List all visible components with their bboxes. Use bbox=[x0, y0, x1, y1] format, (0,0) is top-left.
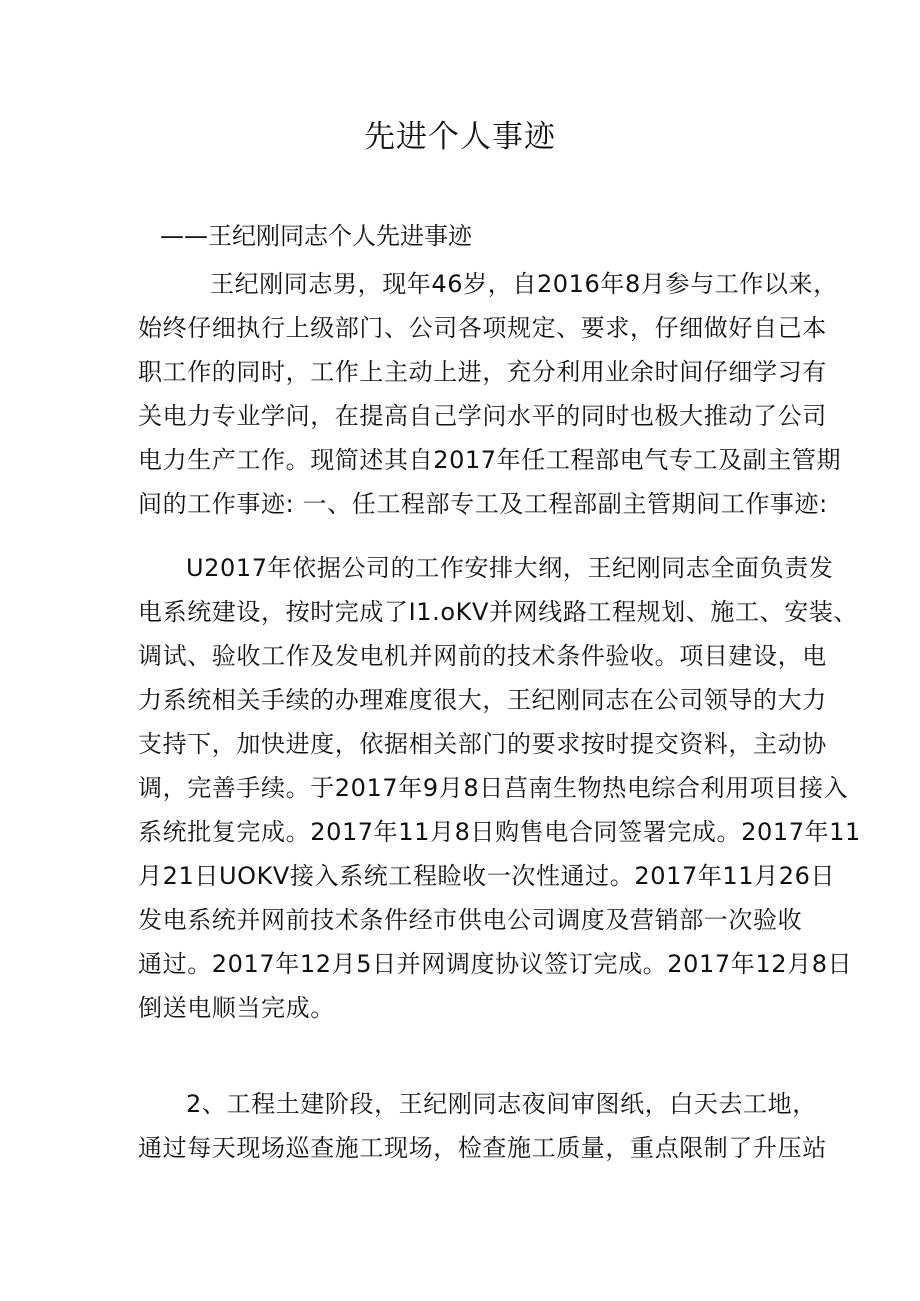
paragraph-line: 关电力专业学问，在提高自己学问水平的同时也极大推动了公司 bbox=[138, 402, 827, 430]
paragraph-line: 调试、验收工作及发电机并网前的技术条件验收。项目建设，电 bbox=[138, 642, 827, 670]
paragraph-line: 倒送电顺当完成。 bbox=[138, 994, 335, 1022]
paragraph-line: 通过每天现场巡查施工现场，检查施工质量，重点限制了升压站 bbox=[138, 1134, 827, 1162]
paragraph-3 bbox=[138, 1082, 827, 1170]
paragraph-line: U2017年依据公司的工作安排大纲，王纪刚同志全面负责发 bbox=[186, 554, 834, 582]
paragraph-line: 通过。2017年12月5日并网调度协议签订完成。2017年12月8日 bbox=[138, 950, 853, 978]
paragraph-line: 力系统相关手续的办理难度很大，王纪刚同志在公司领导的大力 bbox=[138, 686, 827, 714]
paragraph-line: 发电系统并网前技术条件经市供电公司调度及营销部一次验收 bbox=[138, 906, 803, 934]
paragraph-line: 王纪刚同志男，现年46岁，自2016年8月参与工作以来， bbox=[210, 270, 838, 298]
paragraph-1 bbox=[138, 262, 842, 526]
paragraph-line: 职工作的同时，工作上主动上进，充分利用业余时间仔细学习有 bbox=[138, 358, 827, 386]
paragraph-line: 月21日UOKV接入系统工程睑收一次性通过。2017年11月26日 bbox=[138, 862, 836, 890]
paragraph-line: 间的工作事迹: 一、任工程部专工及工程部副主管期间工作事迹: bbox=[138, 490, 828, 518]
paragraph-line: 支持下，加快进度，依据相关部门的要求按时提交资料，主动协 bbox=[138, 730, 827, 758]
document-title: 先进个人事迹 bbox=[364, 119, 556, 155]
paragraph-line: 电系统建设，按时完成了I1.oKV并网线路工程规划、施工、安装、 bbox=[138, 598, 859, 626]
paragraph-2 bbox=[138, 546, 861, 1030]
paragraph-line: 调，完善手续。于2017年9月8日莒南生物热电综合利用项目接入 bbox=[138, 774, 849, 802]
paragraph-line: 电力生产工作。现简述其自2017年任工程部电气专工及副主管期 bbox=[138, 446, 842, 474]
paragraph-line: 2、工程土建阶段，王纪刚同志夜间审图纸，白天去工地， bbox=[186, 1090, 817, 1118]
document-subtitle: ——王纪刚同志个人先进事迹 bbox=[160, 222, 472, 250]
paragraph-line: 系统批复完成。2017年11月8日购售电合同签署完成。2017年11 bbox=[138, 818, 861, 846]
paragraph-line: 始终仔细执行上级部门、公司各项规定、要求，仔细做好自己本 bbox=[138, 314, 827, 342]
